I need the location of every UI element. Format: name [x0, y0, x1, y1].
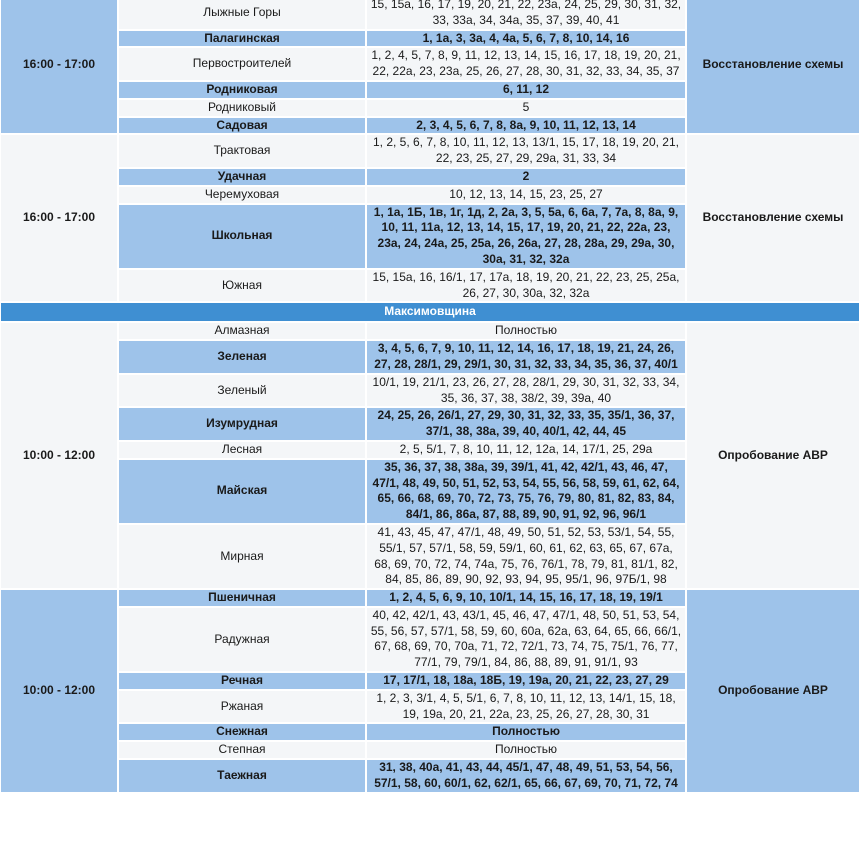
houses-cell: 41, 43, 45, 47, 47/1, 48, 49, 50, 51, 52, 53, 53/1, 54, 55, 55/1, 57, 57/1, 58, 59, 59/1, 60, 61, 62, 63, 65, 67, 67а, 68, 69, 70, 72, 74, 74а, 75, 76, 76/1, 78, 79, 81, 81/1, 82, 84, 85, 86, 89, 90, 92, 93, 94, 95, 95/1, 96, 97Б/1, 98: [366, 524, 686, 589]
houses-cell: 1, 2, 4, 5, 6, 9, 10, 10/1, 14, 15, 16, 17, 18, 19, 19/1: [366, 589, 686, 607]
street-cell: Пшеничная: [118, 589, 366, 607]
work-type-cell: Восстановление схемы: [686, 0, 860, 134]
houses-cell: 2, 5, 5/1, 7, 8, 10, 11, 12, 12а, 14, 17/1, 25, 29а: [366, 441, 686, 459]
table-row: [0, 589, 860, 607]
street-cell: Черемуховая: [118, 186, 366, 204]
street-cell: Садовая: [118, 117, 366, 135]
work-type-cell: Восстановление схемы: [686, 134, 860, 302]
houses-cell: 1, 1а, 1Б, 1в, 1г, 1д, 2, 2а, 3, 5, 5а, 6, 6а, 7, 7а, 8, 8а, 9, 10, 11, 11а, 12, 13, 14, 15, 17, 19, 20, 21, 22, 22а, 23, 23а, 24, 24а, 25, 25а, 26, 26а, 27, 28, 28а, 29, 29а, 30, 30а, 31, 32, 32а: [366, 204, 686, 269]
houses-cell: 15, 15а, 16, 16/1, 17, 17а, 18, 19, 20, 21, 22, 23, 25, 25а, 26, 27, 30, 30а, 32, 32а: [366, 269, 686, 303]
street-cell: Алмазная: [118, 322, 366, 340]
houses-cell: 1, 2, 5, 6, 7, 8, 10, 11, 12, 13, 13/1, 15, 17, 18, 19, 20, 21, 22, 23, 25, 27, 29, 29а, 31, 33, 34: [366, 134, 686, 168]
table-row: [0, 134, 860, 168]
street-cell: Радужная: [118, 607, 366, 672]
houses-cell: 3, 4, 5, 6, 7, 9, 10, 11, 12, 14, 16, 17, 18, 19, 21, 24, 26, 27, 28, 28/1, 29, 29/1, 30, 31, 32, 33, 34, 35, 36, 37, 40/1: [366, 340, 686, 374]
street-cell: Изумрудная: [118, 407, 366, 441]
street-cell: Майская: [118, 459, 366, 524]
street-cell: Родниковый: [118, 99, 366, 117]
street-cell: Лыжные Горы: [118, 0, 366, 30]
street-cell: Южная: [118, 269, 366, 303]
street-cell: Первостроителей: [118, 47, 366, 81]
work-type-cell: Опробование АВР: [686, 589, 860, 793]
houses-cell: Полностью: [366, 723, 686, 741]
street-cell: Таежная: [118, 759, 366, 793]
houses-cell: 35, 36, 37, 38, 38а, 39, 39/1, 41, 42, 42/1, 43, 46, 47, 47/1, 48, 49, 50, 51, 52, 53, 54, 55, 56, 58, 59, 61, 62, 64, 65, 66, 68, 69, 70, 72, 73, 75, 76, 79, 80, 81, 82, 83, 84, 84/1, 86, 86а, 87, 88, 89, 90, 91, 92, 96, 96/1: [366, 459, 686, 524]
street-cell: Удачная: [118, 168, 366, 186]
time-cell: 10:00 - 12:00: [0, 322, 118, 589]
houses-cell: 17, 17/1, 18, 18а, 18Б, 19, 19а, 20, 21, 22, 23, 27, 29: [366, 672, 686, 690]
time-cell: 10:00 - 12:00: [0, 589, 118, 793]
section-row: [0, 302, 860, 322]
houses-cell: 1, 2, 4, 5, 7, 8, 9, 11, 12, 13, 14, 15, 16, 17, 18, 19, 20, 21, 22, 22а, 23, 23а, 25, 26, 27, 28, 30, 31, 32, 33, 34, 35, 37: [366, 47, 686, 81]
houses-cell: 10/1, 19, 21/1, 23, 26, 27, 28, 28/1, 29, 30, 31, 32, 33, 34, 35, 36, 37, 38, 38/2, 39, 39а, 40: [366, 374, 686, 408]
street-cell: Зеленый: [118, 374, 366, 408]
street-cell: Снежная: [118, 723, 366, 741]
street-cell: Школьная: [118, 204, 366, 269]
houses-cell: 24, 25, 26, 26/1, 27, 29, 30, 31, 32, 33, 35, 35/1, 36, 37, 37/1, 38, 38а, 39, 40, 40/1, 42, 44, 45: [366, 407, 686, 441]
houses-cell: 1, 2, 3, 3/1, 4, 5, 5/1, 6, 7, 8, 10, 11, 12, 13, 14/1, 15, 18, 19, 19а, 20, 21, 22а, 23, 25, 26, 27, 28, 30, 31: [366, 690, 686, 724]
houses-cell: Полностью: [366, 322, 686, 340]
street-cell: Речная: [118, 672, 366, 690]
houses-cell: 10, 12, 13, 14, 15, 23, 25, 27: [366, 186, 686, 204]
houses-cell: 31, 38, 40а, 41, 43, 44, 45/1, 47, 48, 49, 51, 53, 54, 56, 57/1, 58, 60, 60/1, 62, 62/1, 65, 66, 67, 69, 70, 71, 72, 74: [366, 759, 686, 793]
houses-cell: 6, 11, 12: [366, 81, 686, 99]
section-title: Максимовщина: [0, 302, 860, 322]
houses-cell: 2, 3, 4, 5, 6, 7, 8, 8а, 9, 10, 11, 12, 13, 14: [366, 117, 686, 135]
street-cell: Трактовая: [118, 134, 366, 168]
time-cell: 16:00 - 17:00: [0, 134, 118, 302]
street-cell: Лесная: [118, 441, 366, 459]
street-cell: Палагинская: [118, 30, 366, 48]
houses-cell: 2: [366, 168, 686, 186]
houses-cell: 40, 42, 42/1, 43, 43/1, 45, 46, 47, 47/1, 48, 50, 51, 53, 54, 55, 56, 57, 57/1, 58, 59, 60, 60а, 62а, 63, 64, 65, 66, 66/1, 67, 68, 69, 70, 70а, 71, 72, 72/1, 73, 74, 75, 75/1, 76, 77, 77/1, 79, 79/1, 84, 86, 88, 89, 91, 91/1, 93: [366, 607, 686, 672]
street-cell: Степная: [118, 741, 366, 759]
houses-cell: 1, 1а, 3, 3а, 4, 4а, 5, 6, 7, 8, 10, 14, 16: [366, 30, 686, 48]
houses-cell: 15, 15а, 16, 17, 19, 20, 21, 22, 23а, 24, 25, 29, 30, 31, 32, 33, 33а, 34, 34а, 35, 37, 39, 40, 41: [366, 0, 686, 30]
street-cell: Ржаная: [118, 690, 366, 724]
houses-cell: 5: [366, 99, 686, 117]
time-cell: 16:00 - 17:00: [0, 0, 118, 134]
street-cell: Зеленая: [118, 340, 366, 374]
street-cell: Мирная: [118, 524, 366, 589]
houses-cell: Полностью: [366, 741, 686, 759]
table-row: [0, 0, 860, 30]
street-cell: Родниковая: [118, 81, 366, 99]
work-type-cell: Опробование АВР: [686, 322, 860, 589]
table-row: [0, 322, 860, 340]
